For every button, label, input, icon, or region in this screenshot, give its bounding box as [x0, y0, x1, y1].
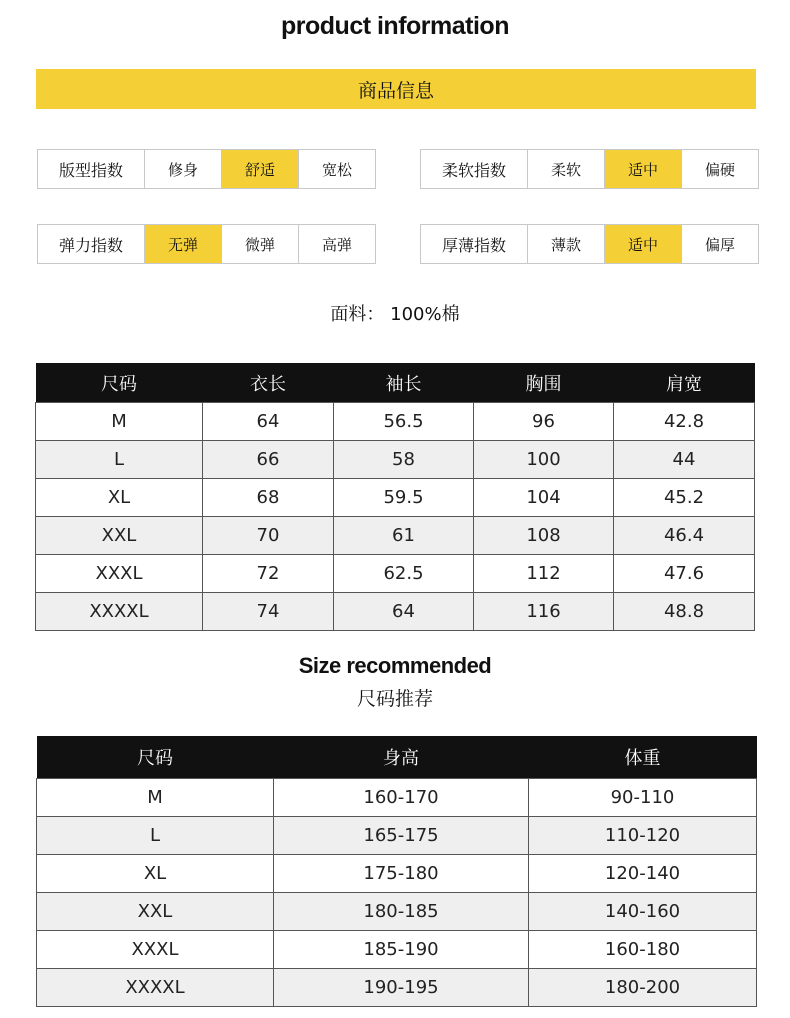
index-option: 薄款 [528, 225, 605, 263]
table-row [36, 555, 755, 593]
index-option-selected: 舒适 [222, 150, 299, 188]
table-cell: 104 [474, 479, 614, 517]
table-cell: 190-195 [274, 969, 529, 1007]
table-cell: XXL [36, 517, 203, 555]
table-cell: XXXL [36, 555, 203, 593]
table-cell: 74 [203, 593, 334, 631]
table-row [37, 855, 757, 893]
table-cell: 180-200 [529, 969, 757, 1007]
section-banner: 商品信息 [36, 69, 756, 109]
table-cell: XL [36, 479, 203, 517]
table-cell: 185-190 [274, 931, 529, 969]
table-row [37, 779, 757, 817]
index-label: 弹力指数 [38, 225, 145, 263]
table-row [37, 931, 757, 969]
table-cell: XXXXL [36, 593, 203, 631]
softness-index [420, 149, 759, 189]
table-cell: M [37, 779, 274, 817]
table-cell: XXXXL [37, 969, 274, 1007]
table-cell: 116 [474, 593, 614, 631]
table-cell: XXXL [37, 931, 274, 969]
table-cell: 61 [334, 517, 474, 555]
table-cell: 165-175 [274, 817, 529, 855]
table-cell: 112 [474, 555, 614, 593]
column-header: 体重 [529, 736, 757, 779]
index-option: 柔软 [528, 150, 605, 188]
column-header: 尺码 [37, 736, 274, 779]
table-cell: 64 [203, 403, 334, 441]
table-cell: 47.6 [614, 555, 755, 593]
column-header: 胸围 [474, 363, 614, 403]
index-option-selected: 适中 [605, 150, 682, 188]
index-label: 厚薄指数 [421, 225, 528, 263]
column-header: 身高 [274, 736, 529, 779]
table-cell: 68 [203, 479, 334, 517]
column-header: 袖长 [334, 363, 474, 403]
table-cell: 180-185 [274, 893, 529, 931]
table-cell: 108 [474, 517, 614, 555]
column-header: 尺码 [36, 363, 203, 403]
index-option: 宽松 [321, 160, 352, 179]
table-row [36, 403, 755, 441]
table-cell: 45.2 [614, 479, 755, 517]
table-cell: 110-120 [529, 817, 757, 855]
table-cell: 120-140 [529, 855, 757, 893]
table-cell: XL [37, 855, 274, 893]
index-label: 版型指数 [38, 150, 145, 188]
table-row [37, 817, 757, 855]
table-cell: 90-110 [529, 779, 757, 817]
table-row [36, 593, 755, 631]
index-option: 偏硬 [704, 160, 735, 179]
table-cell: 59.5 [334, 479, 474, 517]
index-option: 修身 [145, 150, 222, 188]
index-option: 微弹 [222, 225, 299, 263]
size-recommend-title-en: Size recommended [298, 653, 492, 678]
thickness-index [420, 224, 759, 264]
fabric-info: 面料： 100%棉 [330, 304, 460, 325]
index-option: 偏厚 [704, 235, 735, 254]
table-cell: 160-170 [274, 779, 529, 817]
table-cell: 72 [203, 555, 334, 593]
size-recommend-title-cn: 尺码推荐 [356, 688, 433, 710]
table-cell: L [37, 817, 274, 855]
table-cell: L [36, 441, 203, 479]
column-header: 肩宽 [614, 363, 755, 403]
column-header: 衣长 [203, 363, 334, 403]
table-cell: 140-160 [529, 893, 757, 931]
index-label: 柔软指数 [421, 150, 528, 188]
size-table [35, 363, 755, 631]
table-cell: 96 [474, 403, 614, 441]
table-row [36, 479, 755, 517]
page-title: product information [281, 12, 509, 40]
elasticity-index [37, 224, 376, 264]
table-cell: 66 [203, 441, 334, 479]
index-option-selected: 无弹 [145, 225, 222, 263]
table-cell: 46.4 [614, 517, 755, 555]
table-cell: 62.5 [334, 555, 474, 593]
table-cell: 48.8 [614, 593, 755, 631]
table-cell: 58 [334, 441, 474, 479]
table-row [36, 441, 755, 479]
table-cell: 44 [614, 441, 755, 479]
table-row [37, 969, 757, 1007]
table-cell: 175-180 [274, 855, 529, 893]
table-cell: 64 [334, 593, 474, 631]
size-recommend-table [36, 736, 757, 1007]
fit-index [37, 149, 376, 189]
index-option-selected: 适中 [605, 225, 682, 263]
index-option: 高弹 [321, 235, 352, 254]
table-row [36, 517, 755, 555]
table-cell: XXL [37, 893, 274, 931]
table-cell: M [36, 403, 203, 441]
table-row [37, 893, 757, 931]
table-cell: 70 [203, 517, 334, 555]
table-cell: 56.5 [334, 403, 474, 441]
table-cell: 42.8 [614, 403, 755, 441]
table-cell: 100 [474, 441, 614, 479]
table-cell: 160-180 [529, 931, 757, 969]
